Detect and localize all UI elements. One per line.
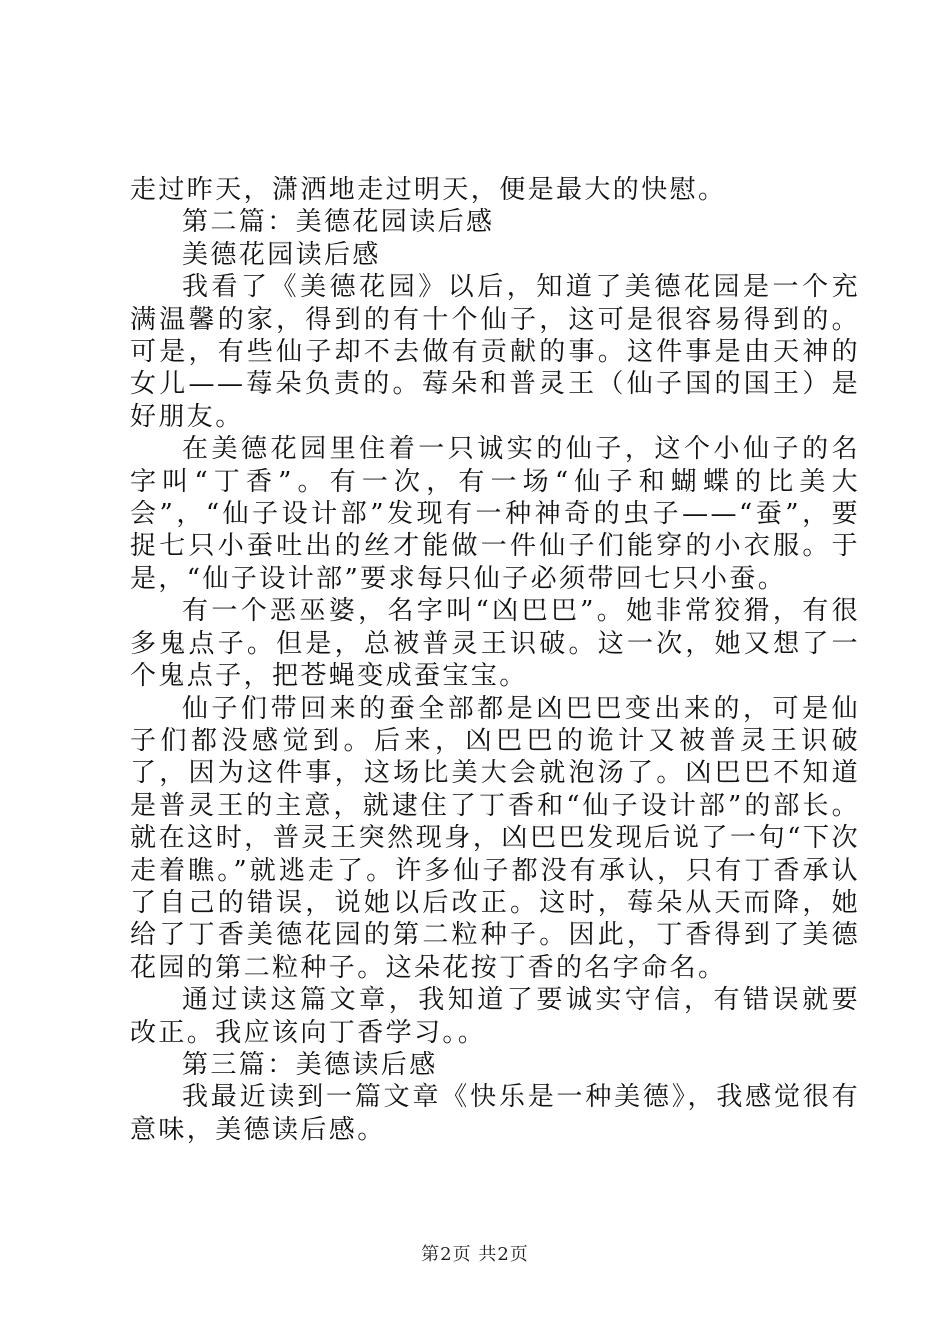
document-body [130, 174, 860, 1146]
paragraph: 通过读这篇文章，我知道了要诚实守信，有错误就要改正。我应该向丁香学习。。 [130, 985, 860, 1048]
section-heading-3: 第三篇：美德读后感 [182, 1049, 438, 1080]
paragraph: 我最近读到一篇文章《快乐是一种美德》，我感觉很有意味，美德读后感。 [130, 1082, 860, 1145]
page-number: 第2页 共2页 [421, 1244, 529, 1265]
page-footer [0, 1240, 950, 1266]
section-heading-2: 第二篇：美德花园读后感 [182, 207, 495, 238]
article-title: 美德花园读后感 [182, 239, 381, 270]
paragraph: 仙子们带回来的蚕全部都是凶巴巴变出来的，可是仙子们都没感觉到。后来，凶巴巴的诡计又被普灵王识破了，因为这件事，这场比美大会就泡汤了。凶巴巴不知道是普灵王的主意，就逮住了丁香和“仙子设计部”的部长。就在这时，普灵王突然现身，凶巴巴发现后说了一句“下次走着瞧。”就逃走了。许多仙子都没有承认，只有丁香承认了自己的错误，说她以后改正。这时，莓朵从天而降，她给了丁香美德花园的第二粒种子。因此，丁香得到了美德花园的第二粒种子。这朵花按丁香的名字命名。 [130, 693, 860, 983]
paragraph: 有一个恶巫婆，名字叫“凶巴巴”。她非常狡猾，有很多鬼点子。但是，总被普灵王识破。这一次，她又想了一个鬼点子，把苍蝇变成蚕宝宝。 [130, 596, 860, 692]
paragraph: 我看了《美德花园》以后，知道了美德花园是一个充满温馨的家，得到的有十个仙子，这可是很容易得到的。可是，有些仙子却不去做有贡献的事。这件事是由天神的女儿——莓朵负责的。莓朵和普灵王（仙子国的国王）是好朋友。 [130, 272, 860, 432]
paragraph: 在美德花园里住着一只诚实的仙子，这个小仙子的名字叫“丁香”。有一次，有一场“仙子和蝴蝶的比美大会”，“仙子设计部”发现有一种神奇的虫子——“蚕”，要捉七只小蚕吐出的丝才能做一件仙子们能穿的小衣服。于是，“仙子设计部”要求每只仙子必须带回七只小蚕。 [130, 434, 860, 594]
paragraph-continuation: 走过昨天，潇洒地走过明天，便是最大的快慰。 [130, 175, 727, 205]
